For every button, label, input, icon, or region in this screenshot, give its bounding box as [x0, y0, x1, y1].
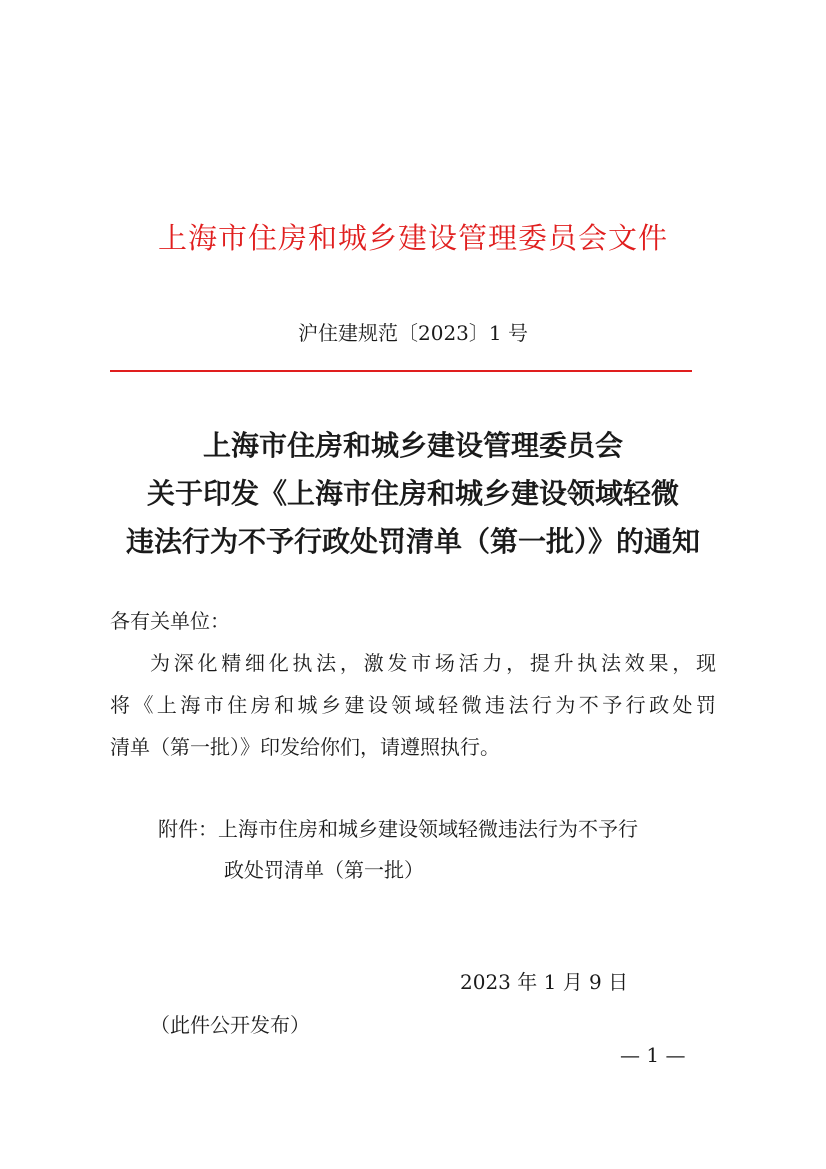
salutation: 各有关单位：: [110, 609, 230, 633]
document-masthead: 上海市住房和城乡建设管理委员会文件: [157, 221, 668, 255]
document-number: 沪住建规范〔2023〕1 号: [298, 321, 528, 345]
attachment-line-1: 附件：上海市住房和城乡建设领域轻微违法行为不予行: [158, 817, 638, 841]
body-paragraph-line-3: 清单（第一批）》印发给你们，请遵照执行。: [110, 735, 500, 759]
body-paragraph-line-2: 将《上海市住房和城乡建设领域轻微违法行为不予行政处罚: [110, 693, 716, 717]
title-line-3: 违法行为不予行政处罚清单（第一批）》的通知: [125, 525, 700, 558]
attachment-line-2: 政处罚清单（第一批）: [224, 858, 424, 882]
body-paragraph-line-1: 为深化精细化执法，激发市场活力，提升执法效果，现: [150, 651, 716, 675]
page-number: — 1 —: [620, 1043, 686, 1067]
issue-date: 2023 年 1 月 9 日: [460, 970, 629, 994]
title-line-2: 关于印发《上海市住房和城乡建设领域轻微: [146, 477, 679, 510]
public-release-note: （此件公开发布）: [150, 1013, 310, 1037]
red-divider-line: [110, 370, 692, 372]
title-line-1: 上海市住房和城乡建设管理委员会: [202, 429, 623, 462]
